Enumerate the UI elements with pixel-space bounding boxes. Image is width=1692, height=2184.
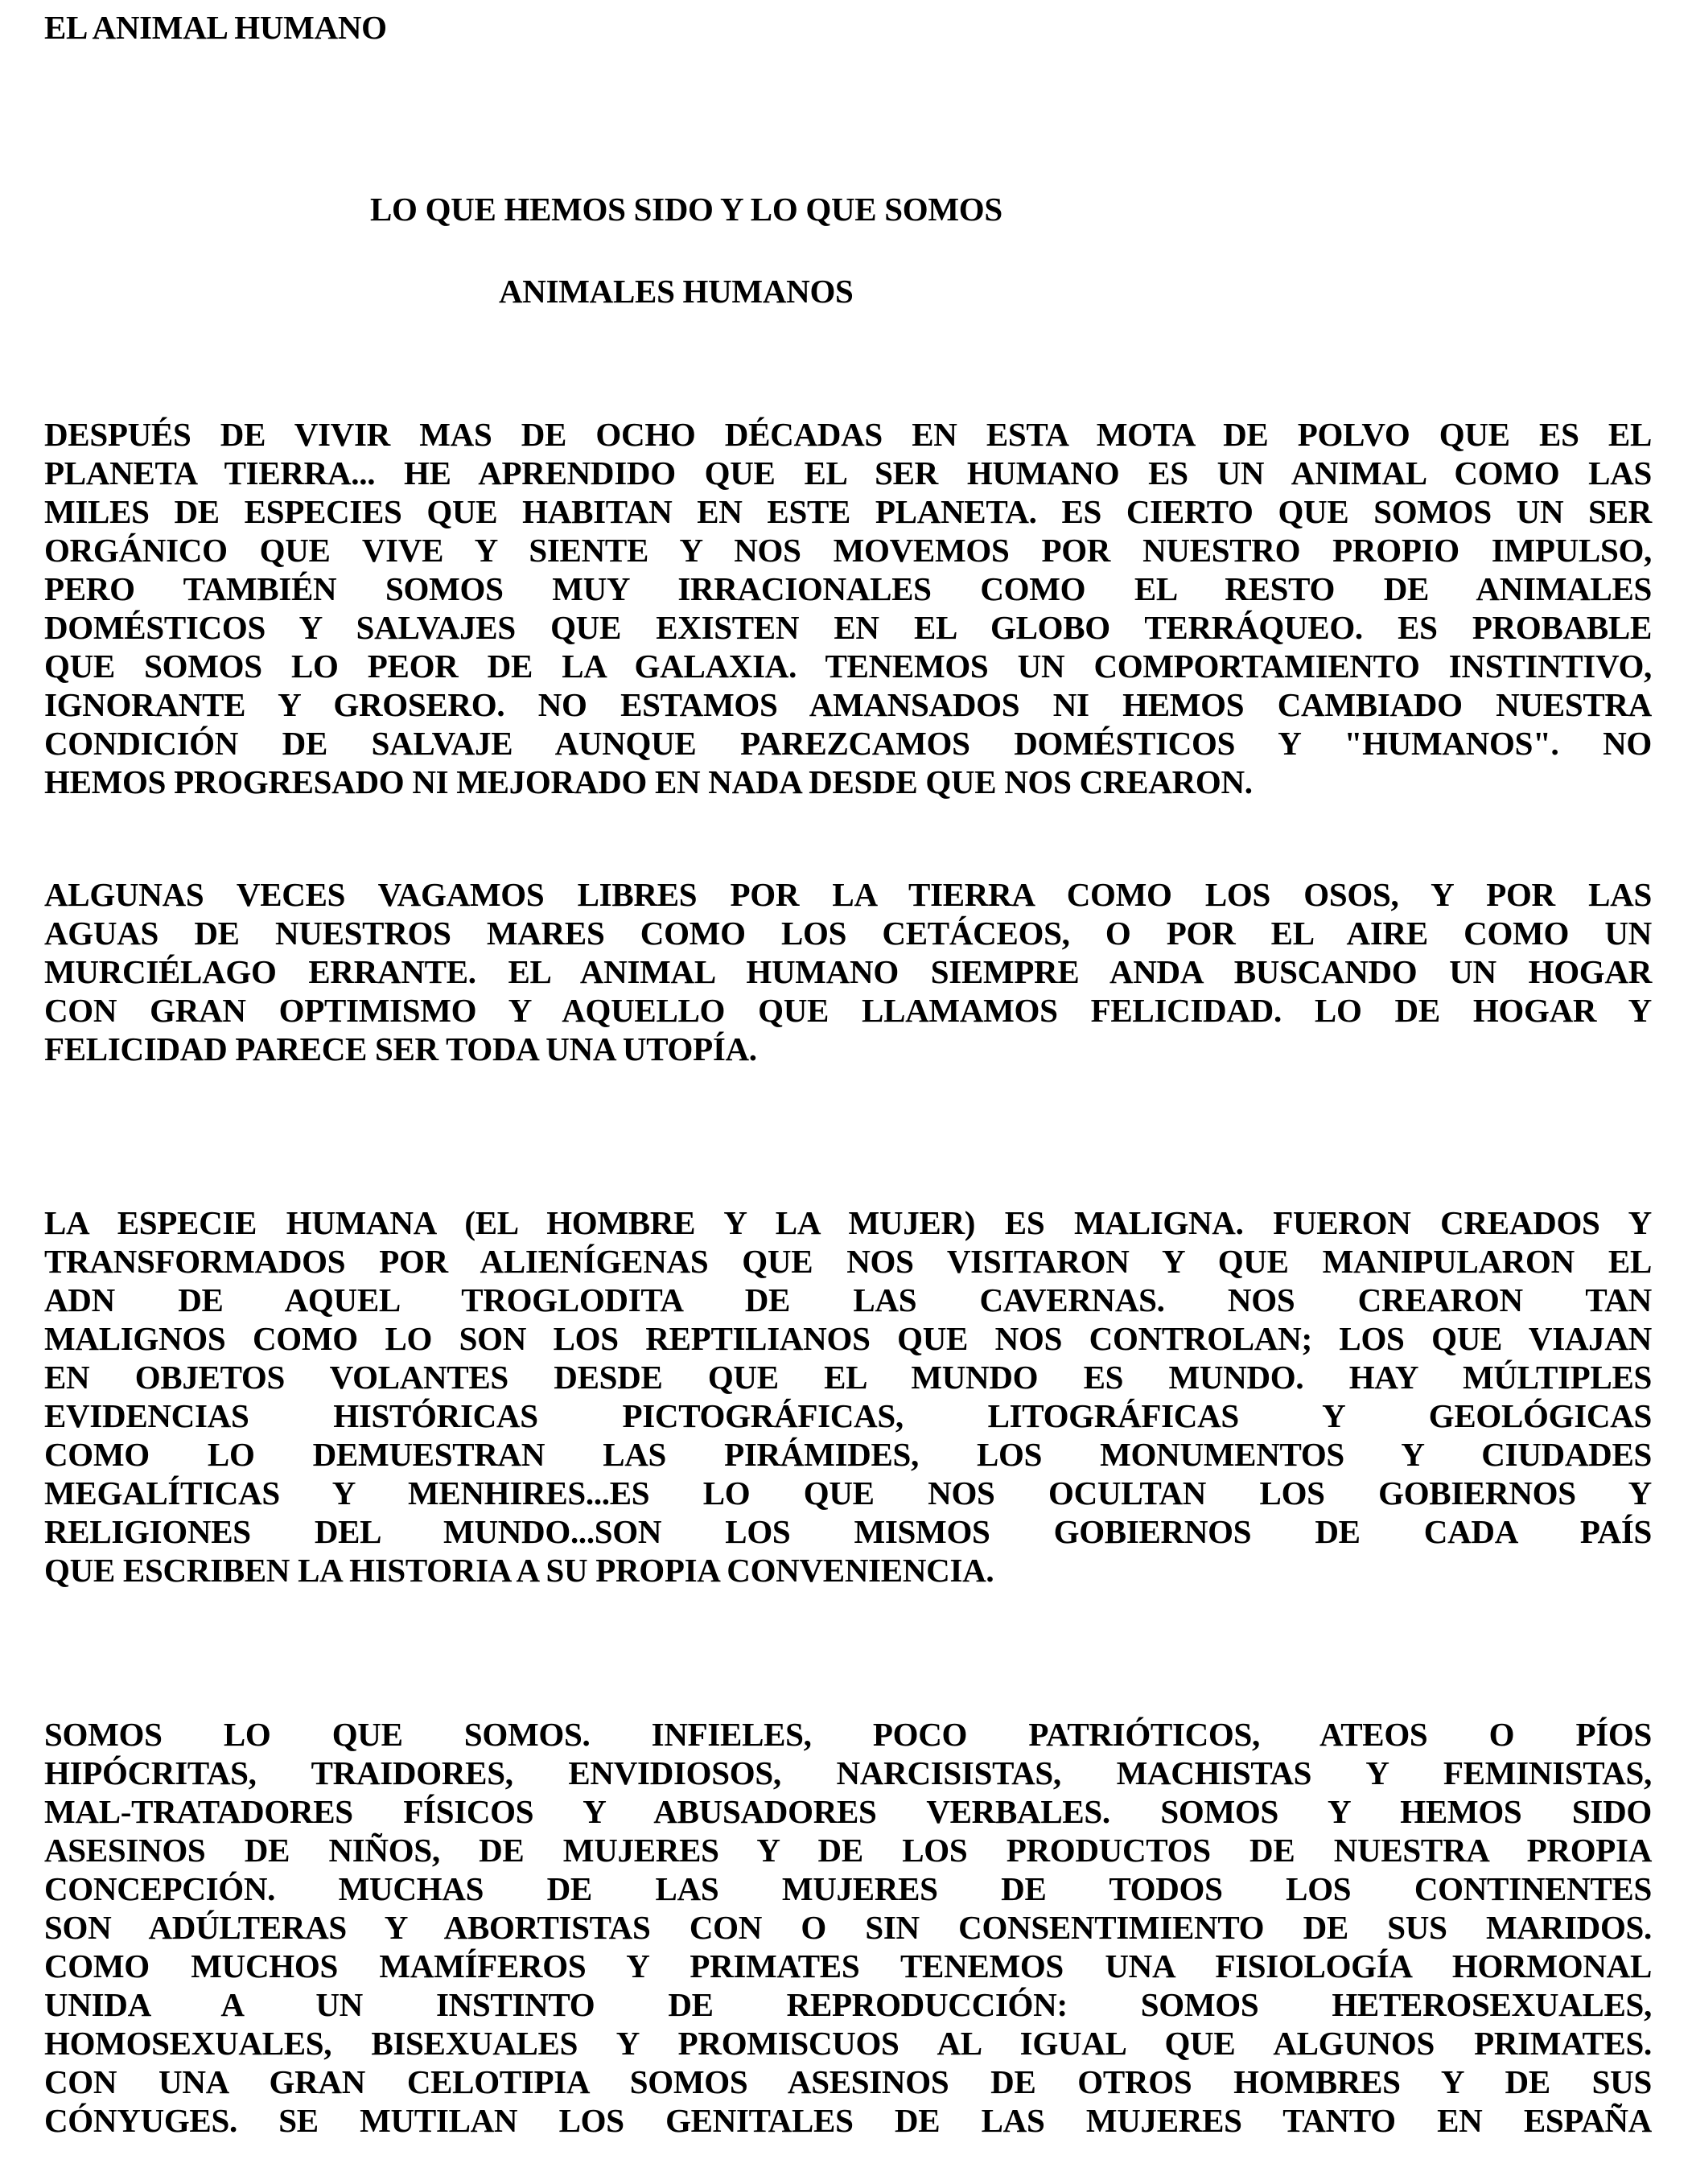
text-line: SON ADÚLTERAS Y ABORTISTAS CON O SIN CONSENTIMIENTO DE SUS MARIDOS. [44,1909,1652,1946]
text-line: HOMOSEXUALES, BISEXUALES Y PROMISCUOS AL IGUAL QUE ALGUNOS PRIMATES. [44,2025,1652,2062]
text-line: MALIGNOS COMO LO SON LOS REPTILIANOS QUE NOS CONTROLAN; LOS QUE VIAJAN [44,1320,1652,1357]
text-line: QUE SOMOS LO PEOR DE LA GALAXIA. TENEMOS UN COMPORTAMIENTO INSTINTIVO, [44,648,1652,685]
text-line: ASESINOS DE NIÑOS, DE MUJERES Y DE LOS PRODUCTOS DE NUESTRA PROPIA [44,1832,1652,1869]
text-line: PERO TAMBIÉN SOMOS MUY IRRACIONALES COMO EL RESTO DE ANIMALES [44,570,1652,607]
text-line: CONDICIÓN DE SALVAJE AUNQUE PAREZCAMOS DOMÉSTICOS Y "HUMANOS". NO [44,725,1652,762]
text-line: QUE ESCRIBEN LA HISTORIA A SU PROPIA CONVENIENCIA. [44,1552,994,1589]
text-line: HEMOS PROGRESADO NI MEJORADO EN NADA DESDE QUE NOS CREARON. [44,763,1253,800]
text-line: MURCIÉLAGO ERRANTE. EL ANIMAL HUMANO SIEMPRE ANDA BUSCANDO UN HOGAR [44,953,1652,990]
text-line: DESPUÉS DE VIVIR MAS DE OCHO DÉCADAS EN ESTA MOTA DE POLVO QUE ES EL [44,416,1652,453]
text-line: CON UNA GRAN CELOTIPIA SOMOS ASESINOS DE OTROS HOMBRES Y DE SUS [44,2063,1652,2100]
text-line: MAL-TRATADORES FÍSICOS Y ABUSADORES VERBALES. SOMOS Y HEMOS SIDO [44,1793,1652,1830]
text-line: COMO MUCHOS MAMÍFEROS Y PRIMATES TENEMOS UNA FISIOLOGÍA HORMONAL [44,1948,1652,1985]
text-line: MILES DE ESPECIES QUE HABITAN EN ESTE PLANETA. ES CIERTO QUE SOMOS UN SER [44,493,1652,530]
text-line: SOMOS LO QUE SOMOS. INFIELES, POCO PATRIÓTICOS, ATEOS O PÍOS [44,1716,1652,1753]
text-line: TRANSFORMADOS POR ALIENÍGENAS QUE NOS VISITARON Y QUE MANIPULARON EL [44,1243,1652,1280]
text-line: PLANETA TIERRA... HE APRENDIDO QUE EL SER HUMANO ES UN ANIMAL COMO LAS [44,454,1652,492]
text-line: EN OBJETOS VOLANTES DESDE QUE EL MUNDO ES MUNDO. HAY MÚLTIPLES [44,1359,1652,1396]
paragraph-4 [44,1715,1652,2140]
text-line: MEGALÍTICAS Y MENHIRES...ES LO QUE NOS OCULTAN LOS GOBIERNOS Y [44,1475,1652,1512]
paragraph-3 [44,1203,1652,1590]
text-line: CON GRAN OPTIMISMO Y AQUELLO QUE LLAMAMOS FELICIDAD. LO DE HOGAR Y [44,992,1652,1029]
paragraph-1 [44,415,1652,801]
document-title: EL ANIMAL HUMANO [44,9,387,46]
text-line: CONCEPCIÓN. MUCHAS DE LAS MUJERES DE TODOS LOS CONTINENTES [44,1870,1652,1907]
text-line: HIPÓCRITAS, TRAIDORES, ENVIDIOSOS, NARCISISTAS, MACHISTAS Y FEMINISTAS, [44,1754,1652,1791]
section-heading-primary: LO QUE HEMOS SIDO Y LO QUE SOMOS [370,191,1002,228]
text-line: LA ESPECIE HUMANA (EL HOMBRE Y LA MUJER) ES MALIGNA. FUERON CREADOS Y [44,1204,1652,1241]
text-line: CÓNYUGES. SE MUTILAN LOS GENITALES DE LAS MUJERES TANTO EN ESPAÑA [44,2102,1652,2139]
text-line: IGNORANTE Y GROSERO. NO ESTAMOS AMANSADOS NI HEMOS CAMBIADO NUESTRA [44,686,1652,723]
text-line: AGUAS DE NUESTROS MARES COMO LOS CETÁCEOS, O POR EL AIRE COMO UN [44,915,1652,952]
text-line: ORGÁNICO QUE VIVE Y SIENTE Y NOS MOVEMOS POR NUESTRO PROPIO IMPULSO, [44,532,1652,569]
text-line: UNIDA A UN INSTINTO DE REPRODUCCIÓN: SOMOS HETEROSEXUALES, [44,1986,1652,2023]
text-line: ADN DE AQUEL TROGLODITA DE LAS CAVERNAS. NOS CREARON TAN [44,1281,1652,1318]
paragraph-2 [44,875,1652,1068]
text-line: DOMÉSTICOS Y SALVAJES QUE EXISTEN EN EL GLOBO TERRÁQUEO. ES PROBABLE [44,609,1652,646]
text-line: FELICIDAD PARECE SER TODA UNA UTOPÍA. [44,1030,757,1067]
section-heading-secondary: ANIMALES HUMANOS [499,273,854,310]
text-line: ALGUNAS VECES VAGAMOS LIBRES POR LA TIERRA COMO LOS OSOS, Y POR LAS [44,876,1652,913]
text-line: EVIDENCIAS HISTÓRICAS PICTOGRÁFICAS, LITOGRÁFICAS Y GEOLÓGICAS [44,1397,1652,1434]
text-line: RELIGIONES DEL MUNDO...SON LOS MISMOS GOBIERNOS DE CADA PAÍS [44,1513,1652,1550]
text-line: COMO LO DEMUESTRAN LAS PIRÁMIDES, LOS MONUMENTOS Y CIUDADES [44,1436,1652,1473]
